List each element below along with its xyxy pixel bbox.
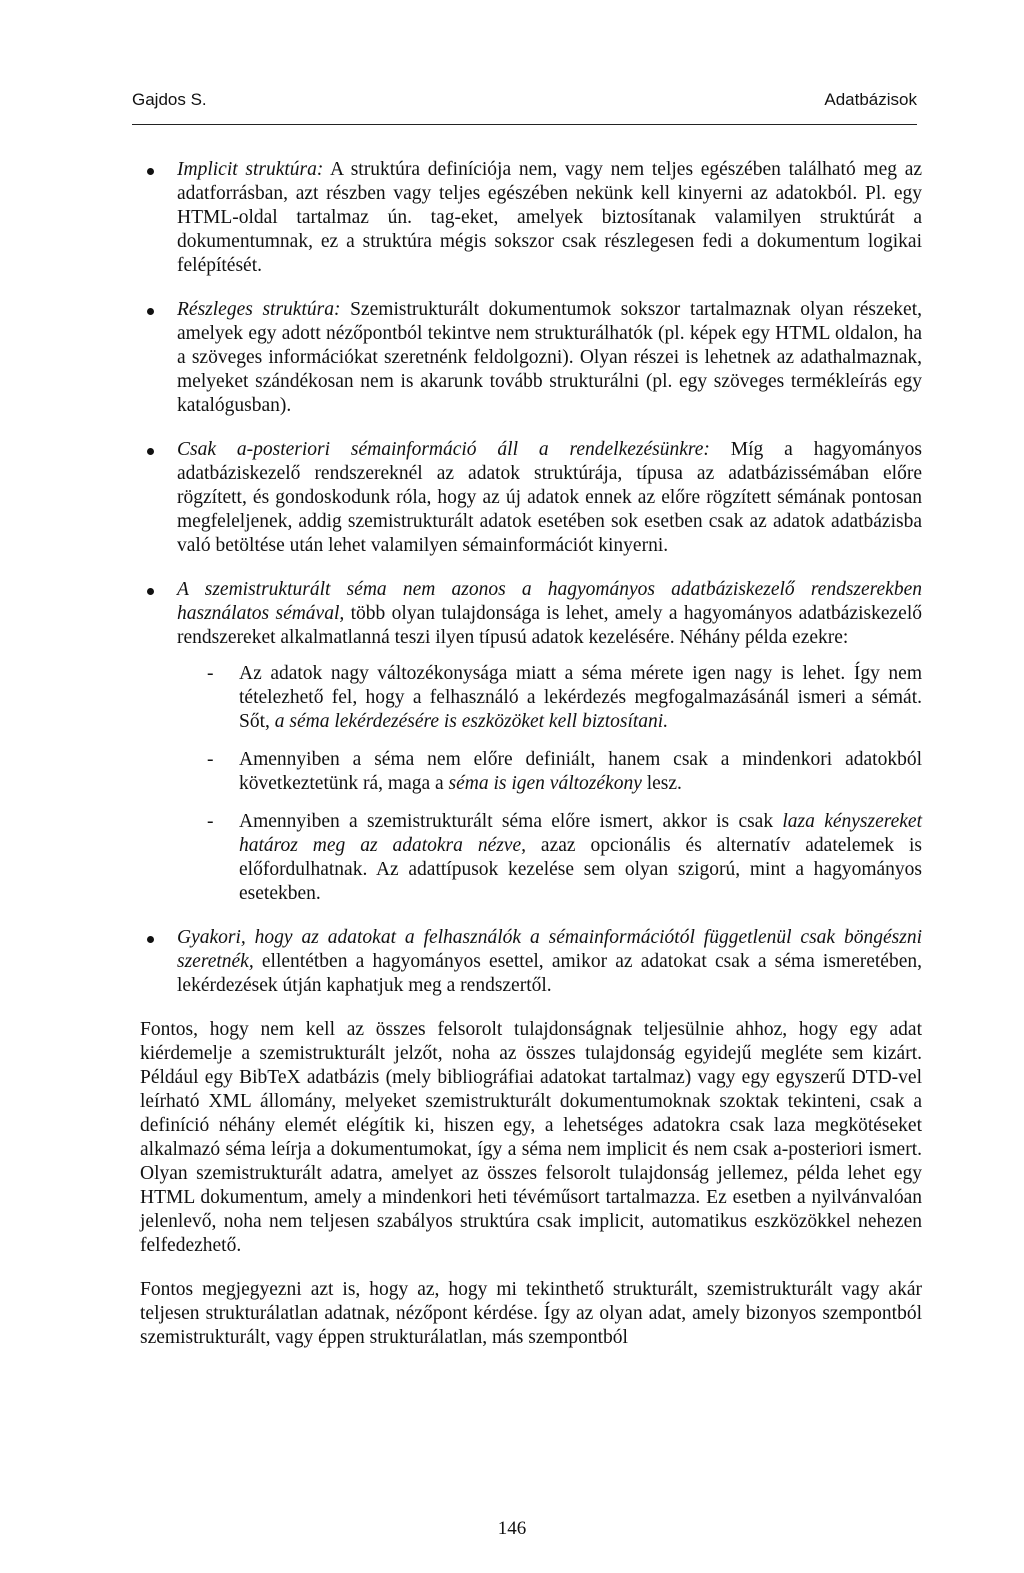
page-number: 146 (497, 1518, 527, 1539)
sub-item-italic: séma is igen változékony (448, 773, 642, 794)
sub-item-text: Amennyiben a szemistrukturált séma előre ismert, akkor is csak (239, 811, 783, 832)
sub-item-text: Amennyiben a séma nem előre definiált, hanem csak a mindenkori adatokból következtetünk rá, maga a (239, 749, 922, 794)
bullet-text: ellentétben a hagyományos esettel, amikor az adatokat csak a séma ismeretében, lekérdezések útján kaphatjuk meg a rendszertől. (177, 951, 922, 996)
bullet-title: Részleges struktúra: (177, 299, 341, 320)
sub-item-tail: lesz. (641, 773, 682, 794)
bullet-title: A szemistrukturált séma nem azonos a hagyományos adatbáziskezelő rendszerekben használatos sémával, (177, 579, 922, 624)
bullet-item (147, 298, 922, 418)
sub-item-text: Az adatok nagy változékonysága miatt a séma mérete igen nagy is lehet. Így nem tételezhető fel, hogy a felhasználó a lekérdezés megfogalmazásánál ismeri a sémát. Sőt, (239, 663, 922, 732)
bullet-item (147, 158, 922, 278)
sub-item-italic: laza kényszereket határoz meg az adatokra nézve, (239, 811, 922, 856)
page-header (132, 84, 917, 125)
sub-item (207, 662, 922, 734)
body-paragraph: Fontos, hogy nem kell az összes felsorolt tulajdonságnak teljesülnie ahhoz, hogy egy adat kiérdemelje a szemistrukturált jelzőt, noha az összes tulajdonság egyidejű megléte sem kizárt. Például egy BibTeX adatbázis (mely bibliográfiai adatokat tartalmaz) vagy egy egyszerű DTD-vel leírható XML állomány, melyeket szemistrukturált dokumentumoknak szoktak tekinteni, csak a definíció néhány elemét elégítik ki, hiszen egy, a lehetséges adatokra csak laza megkötéseket alkalmazó séma leírja a dokumentumokat, így a séma nem implicit és nem csak a-posteriori ismert. Olyan szemistrukturált adatra, amelyet az összes felsorolt tulajdonság jellemez, példa lehet egy HTML dokumentum, amely a mindenkori heti tévéműsort tartalmazza. Ez esetben a nyilvánvalóan jelenlevő, noha nem teljesen szabályos struktúra csak implicit, automatikus eszközökkel nehezen felfedezhető. (140, 1019, 922, 1256)
bullet-text: Míg a hagyományos adatbáziskezelő rendszereknél az adatok struktúrája, típusa az adatbázissémában előre rögzített, és gondoskodunk róla, hogy az új adatok ennek az előre rögzített sémának pontosan megfeleljenek, addig szemistrukturált adatok esetében sok esetben csak az adatok adatbázisba való betöltése után lehet valamilyen sémainformációt kinyerni. (177, 439, 923, 556)
bullet-item (147, 926, 922, 998)
bullet-text: Szemistrukturált dokumentumok sokszor tartalmaznak olyan részeket, amelyek egy adott nézőpontból tekintve nem strukturálhatók (pl. képek egy HTML oldalon, ha a szöveges információkat szeretnénk feldolgozni). Olyan részei is lehetnek az adathalmaznak, melyeket szándékosan nem is akarunk tovább strukturálni (pl. egy szöveges termékleírás egy katalógusban). (177, 299, 923, 416)
header-title: Adatbázisok (824, 90, 917, 109)
page-body (140, 158, 923, 1370)
bullet-title: Csak a-posteriori sémainformáció áll a rendelkezésünkre: (177, 439, 710, 460)
sub-item-italic: a séma lekérdezésére is eszközöket kell biztosítani. (274, 711, 669, 732)
sub-item (207, 748, 922, 796)
header-author: Gajdos S. (132, 90, 207, 109)
bullet-title: Gyakori, hogy az adatokat a felhasználók a sémainformációtól függetlenül csak böngészni szeretnék, (177, 927, 922, 972)
bullet-item (147, 578, 922, 906)
sub-list (207, 662, 922, 906)
body-paragraph: Fontos megjegyezni azt is, hogy az, hogy mi tekinthető strukturált, szemistrukturált vagy akár teljesen strukturálatlan adatnak, nézőpont kérdése. Így az olyan adat, amely bizonyos szempontból szemistrukturált, vagy éppen strukturálatlan, más szempontból (140, 1279, 922, 1348)
bullet-title: Implicit struktúra: (177, 159, 324, 180)
bullet-text: A struktúra definíciója nem, vagy nem teljes egészében található meg az adatforrásban, azt részben vagy teljes egészében nekünk kell kinyerni az adatokból. Pl. egy HTML-oldal tartalmaz ún. tag-eket, amelyek biztosítanak valamilyen struktúrát a dokumentumnak, ez a struktúra mégis sokszor csak részlegesen fedi a dokumentum logikai felépítését. (177, 159, 923, 276)
bullet-text: több olyan tulajdonsága is lehet, amely a hagyományos adatbáziskezelő rendszereket alkalmatlanná teszi ilyen típusú adatok kezelésére. Néhány példa ezekre: (177, 603, 922, 648)
bullet-item (147, 438, 922, 558)
sub-item-tail: azaz opcionális és alternatív adatelemek is előfordulhatnak. Az adattípusok kezelése sem olyan szigorú, mint a hagyományos esetekben. (239, 835, 922, 904)
sub-item (207, 810, 922, 906)
